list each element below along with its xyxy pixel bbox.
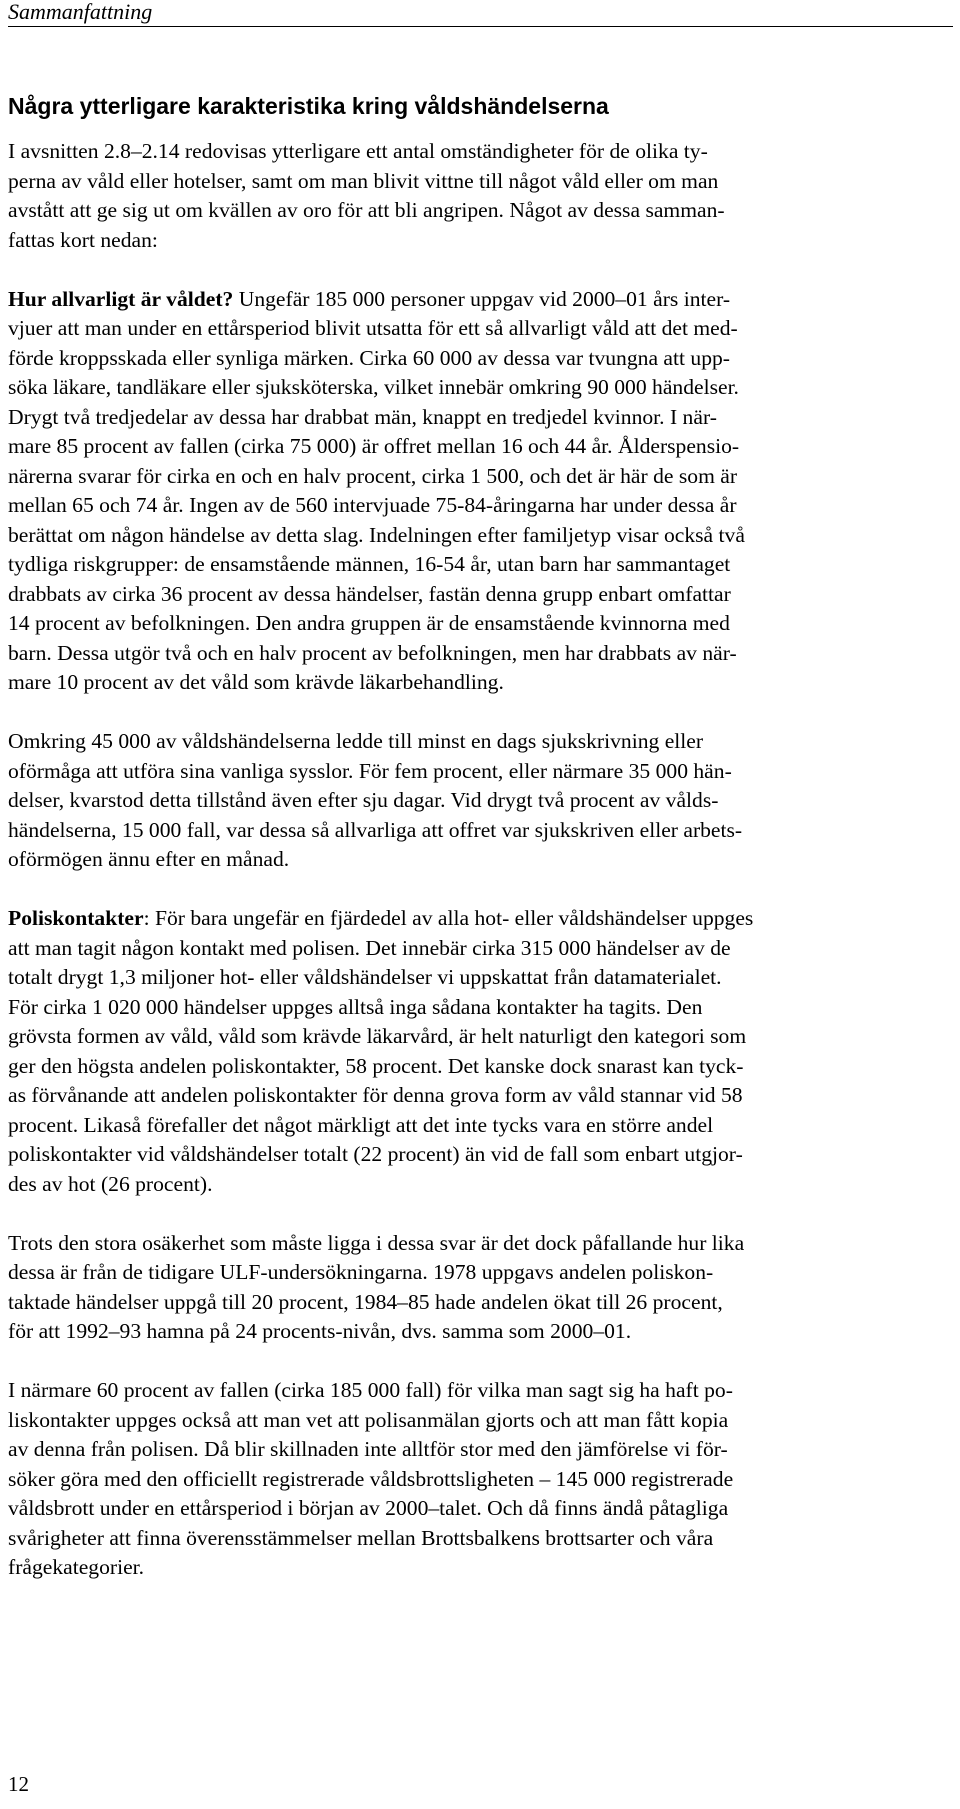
paragraph-ulf-comparison: Trots den stora osäkerhet som måste ligga i dessa svar är det dock påfallande hur lika dessa är från de tidigare ULF-undersökningarna. 1978 uppgavs andelen poliskon- taktade händelser uppgå till 20 procent, 1984–85 hade andelen ökat till 26 procent, för att 1992–93 hamna på 24 procents-nivån, dvs. samma som 2000–01.	[8, 1230, 745, 1343]
paragraph-sick-leave: Omkring 45 000 av våldshändelserna ledde till minst en dags sjukskrivning eller oförmåga att utföra sina vanliga sysslor. För fem procent, eller närmare 35 000 hän- delser, kvarstod detta tillstånd även efter sju dagar. Vid drygt två procent av vålds- händelserna, 15 000 fall, var dessa så allvarliga att offret var sjukskriven eller arbets- oförmögen ännu efter en månad.	[8, 729, 743, 871]
paragraph-lead-police: Poliskontakter	[8, 906, 144, 930]
running-header: Sammanfattning	[8, 0, 153, 24]
paragraph-text-severity: Ungefär 185 000 personer uppgav vid 2000–01 års inter- vjuer att man under en ettårsperiod blivit utsatta för ett så allvarligt våld att det med- förde kroppsskada eller synliga märken. Cirka 60 000 av dessa var tvungna att upp- söka läkare, tandläkare eller sjuksköterska, vilket innebär omkring 90 000 händelser. Drygt två tredjedelar av dessa har drabbat män, knappt en tredjedel kvinnor. I när- mare 85 procent av fallen (cirka 75 000) är offret mellan 16 och 44 år. Ålderspensio- närerna svarar för cirka en och en halv procent, cirka 1 500, och det är här de som är mellan 65 och 74 år. Ingen av de 560 intervjuade 75-84-åringarna har under dessa år berättat om någon händelse av detta slag. Indelningen efter familjetyp visar också två tydliga riskgrupper: de ensamstående männen, 16-54 år, utan barn har sammantaget drabbats av cirka 36 procent av dessa händelser, fastän denna grupp enbart omfattar 14 procent av befolkningen. Den andra gruppen är de ensamstående kvinnorna med barn. Dessa utgör två och en halv procent av befolkningen, men har drabbats av när- mare 10 procent av det våld som krävde läkarbehandling.	[8, 286, 745, 694]
paragraph-police-reports: I närmare 60 procent av fallen (cirka 185 000 fall) för vilka man sagt sig ha haft po- liskontakter uppges också att man vet att polisanmälan gjorts och att man fått kopia av denna från polisen. Då blir skillnaden inte alltför stor med den jämförelse vi för- söker göra med den officiellt registrerade våldsbrottsligheten – 145 000 registrerade våldsbrott under en ettårsperiod i början av 2000–talet. Och då finns ändå påtagliga svårigheter att finna överensstämmelser mellan Brottsbalkens brottsarter och våra frågekategorier.	[8, 1378, 734, 1579]
paragraph-lead-severity: Hur allvarligt är våldet?	[8, 286, 234, 311]
paragraph-text-police: : För bara ungefär en fjärdedel av alla hot- eller våldshändelser uppges att man tagit någon kontakt med polisen. Det innebär cirka 315 000 händelser av de totalt drygt 1,3 miljoner hot- eller våldshändelser vi uppskattat från datamaterialet. För cirka 1 020 000 händelser uppges alltså inga sådana kontakter ha tagits. Den grövsta formen av våld, våld som krävde läkarvård, är helt naturligt den kategori som ger den högsta andelen poliskontakter, 58 procent. Det kanske dock snarast kan tyck- as förvånande att andelen poliskontakter för denna grova form av våld stannar vid 58 procent. Likaså förefaller det något märkligt att det inte tycks vara en större andel poliskontakter vid våldshändelser totalt (22 procent) än vid de fall som enbart utgjor- des av hot (26 procent).	[8, 906, 754, 1196]
paragraph-police-contacts	[8, 904, 953, 1199]
paragraph-intro: I avsnitten 2.8–2.14 redovisas ytterligare ett antal omständigheter för de olika ty- perna av våld eller hotelser, samt om man blivit vittne till något våld eller om man avstått att ge sig ut om kvällen av oro för att bli angripen. Något av dessa samman- fattas kort nedan:	[8, 139, 725, 252]
header-divider	[8, 26, 953, 27]
section-heading: Några ytterligare karakteristika kring våldshändelserna	[8, 93, 609, 119]
body-text	[8, 137, 953, 1612]
paragraph-severity	[8, 285, 953, 698]
page-number: 12	[8, 1772, 29, 1796]
